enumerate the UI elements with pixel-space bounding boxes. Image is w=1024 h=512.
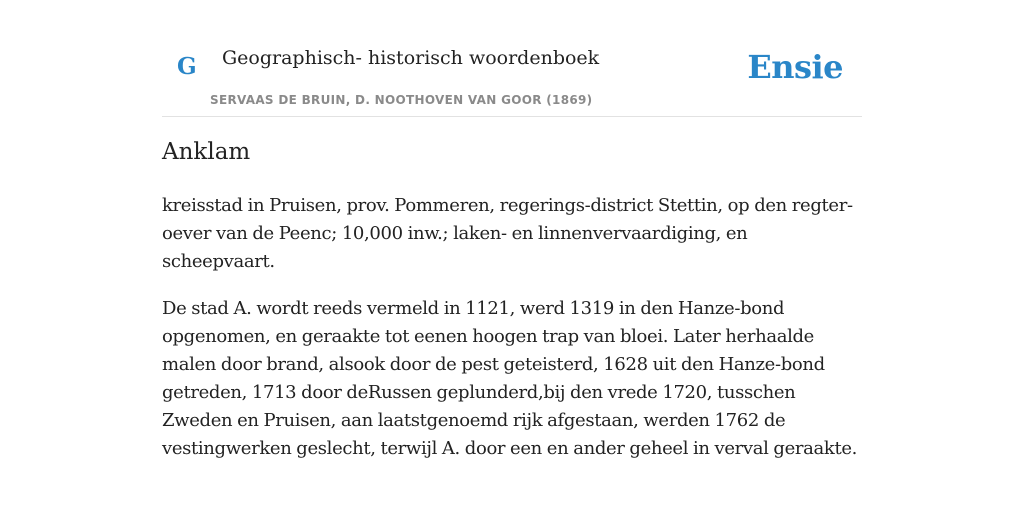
book-authors: SERVAAS DE BRUIN, D. NOOTHOVEN VAN GOOR (1869) xyxy=(210,93,593,107)
book-header xyxy=(162,0,862,117)
book-title-link[interactable]: Geographisch- historisch woordenboek xyxy=(222,47,600,69)
entry-title: Anklam xyxy=(162,139,251,165)
entry-paragraph: kreisstad in Pruisen, prov. Pommeren, regerings-district Stettin, op den regter-oever van de Peenc; 10,000 inw.; laken- en linnenvervaardiging, en scheepvaart. xyxy=(162,195,853,272)
book-letter-link[interactable]: G xyxy=(177,53,197,80)
entry-paragraph: De stad A. wordt reeds vermeld in 1121, werd 1319 in den Hanze-bond opgenomen, en geraakte tot eenen hoogen trap van bloei. Later herhaalde malen door brand, alsook door de pest geteisterd, 1628 uit den Hanze-bond getreden, 1713 door deRussen geplunderd,bij den vrede 1720, tusschen Zweden en Pruisen, aan laatstgenoemd rijk afgestaan, werden 1762 de vestingwerken geslecht, terwijl A. door een en ander geheel in verval geraakte. xyxy=(162,298,857,459)
page-container xyxy=(162,0,862,459)
entry-body xyxy=(162,192,862,482)
ensie-logo-link[interactable]: Ensie xyxy=(747,48,843,86)
